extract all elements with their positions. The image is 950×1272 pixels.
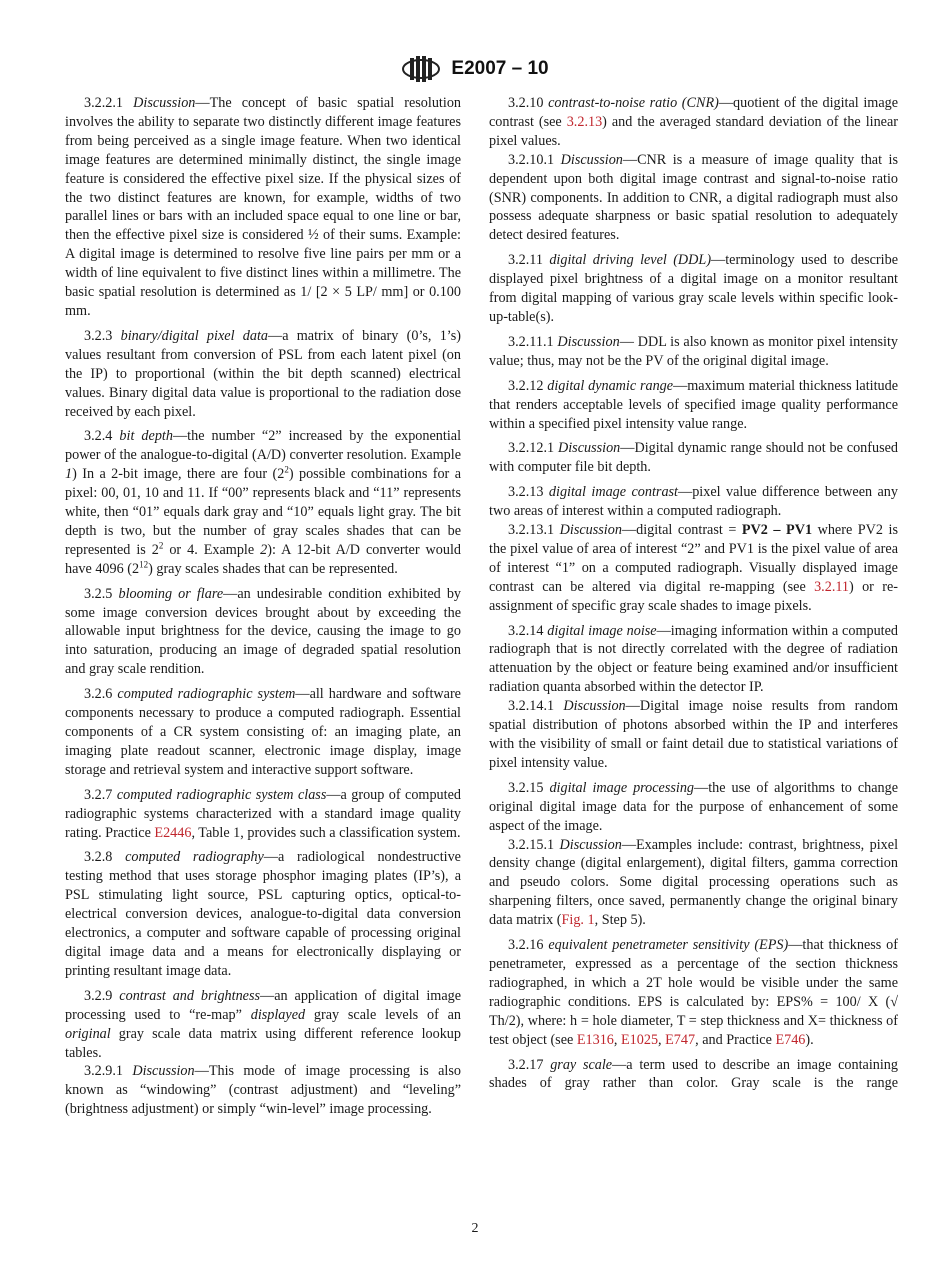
paragraph-text: —a group of computed radiographic systems characterized with a standard image quality rating. Practice [65, 786, 461, 841]
superscript: 2 [284, 464, 289, 475]
paragraph-text: , Table 1, provides such a classification system. [191, 824, 461, 841]
paragraph-text: —the number “2” increased by the exponential power of the analogue-to-digital (A/D) converter resolution. Example [65, 428, 462, 464]
italic-term: digital image processing [549, 779, 695, 796]
definition-paragraph [65, 786, 461, 843]
reference-link[interactable]: Fig. 1 [561, 912, 595, 929]
document-id: E2007 – 10 [451, 58, 549, 79]
definition-paragraph [489, 622, 898, 698]
paragraph-text: —a radiological nondestructive testing method that uses storage phosphor imaging plates (IP’s), a PSL stimulating light source, PSL capturing optics, optical-to-electrical conversion devices, analogue-to-digital data conversion electronics, a computer and software capable of processing original digital image data and a means for electronically displaying or printing resultant image data. [65, 849, 461, 979]
italic-term: equivalent penetrameter sensitivity (EPS) [548, 937, 789, 954]
italic-term: computed radiographic system class [116, 786, 327, 803]
paragraph-text: —Digital image noise results from random spatial distribution of photons absorbed within the IP and interferes with the visibility of small or faint detail due to statistical variations of pixel intensity value. [489, 698, 899, 771]
section-number: 3.2.4 [84, 428, 120, 445]
paragraph-text: —imaging information within a computed radiograph that is not directly correlated with the degree of radiation attenuation by the object or feature being examined and/or insufficient radiation quanta absorbed within the detector IP. [489, 622, 898, 696]
section-number: 3.2.14.1 [508, 698, 564, 715]
italic-term: blooming or flare [118, 585, 224, 602]
paragraph-text: —digital contrast = [621, 522, 742, 539]
definition-paragraph [489, 483, 898, 521]
italic-term: gray scale [550, 1056, 613, 1073]
paragraph-text: —maximum material thickness latitude that renders acceptable levels of specified image quality performance within a specified pixel intensity value range. [489, 377, 899, 432]
definition-paragraph [489, 151, 898, 246]
paragraph-text: gray scale data matrix using different reference lookup tables. [65, 1025, 461, 1061]
section-number: 3.2.12.1 [508, 440, 558, 457]
reference-link[interactable]: 3.2.13 [566, 113, 603, 130]
paragraph-text: gray scale levels of an [305, 1006, 461, 1023]
definition-paragraph [65, 94, 461, 321]
definition-paragraph [65, 685, 461, 780]
section-number: 3.2.3 [84, 327, 121, 344]
section-number: 3.2.7 [84, 786, 117, 803]
paragraph-text: where PV2 is the pixel value of area of interest “2” and PV1 is the pixel value of area of interest “1” on a computed radiograph. Visually displayed image contrast can be altered via digital re-mapping (see [489, 522, 898, 595]
paragraph-text: , [613, 1031, 621, 1048]
paragraph-text: —an application of digital image processing used to “re-map” [65, 987, 462, 1023]
section-number: 3.2.6 [84, 686, 118, 703]
definition-paragraph [489, 779, 898, 836]
italic-term: Discussion [563, 698, 626, 715]
section-number: 3.2.11.1 [508, 333, 558, 350]
bold-text: PV2 – PV1 [741, 522, 813, 539]
definition-paragraph [65, 848, 461, 980]
definition-paragraph [489, 936, 898, 1049]
paragraph-text: —CNR is a measure of image quality that is dependent upon both digital image contrast and signal-to-noise ratio (SNR) components. In addition to CNR, a digital radiograph must also possess adequate sharpness or basic spatial resolution to adequately detect desired features. [489, 151, 898, 244]
paragraph-text: —an undesirable condition exhibited by some image conversion devices brought about by exceeding the allowable input brightness for the device, causing the image to go into saturation, producing an image of degraded spatial resolution and gray scale rendition. [65, 585, 462, 678]
definition-paragraph [65, 327, 461, 422]
italic-term: 2 [260, 541, 268, 558]
section-number: 3.2.15 [508, 779, 550, 796]
section-number: 3.2.2.1 [84, 95, 134, 111]
section-number: 3.2.10.1 [508, 151, 561, 168]
page-number: 2 [471, 1221, 479, 1236]
italic-term: Discussion [133, 95, 196, 111]
section-number: 3.2.10 [508, 95, 549, 111]
italic-term: digital image contrast [548, 484, 678, 501]
paragraph-text: — DDL is also known as monitor pixel intensity value; thus, may not be the PV of the original digital image. [489, 333, 898, 369]
paragraph-text: —the use of algorithms to change original digital image data for the purpose of enhancement of some aspect of the image. [489, 779, 898, 834]
definition-paragraph [489, 251, 898, 327]
definition-paragraph [65, 427, 461, 578]
paragraph-text: —a matrix of binary (0’s, 1’s) values resultant from conversion of PSL from each latent pixel (on the IP) to proportional (within the bit depth scanned) electrical values. Binary digital data value is proportional to the radiation dose received by each pixel. [65, 327, 461, 420]
definition-paragraph [489, 836, 898, 931]
astm-logo-icon [401, 54, 441, 84]
definition-paragraph [65, 1062, 461, 1119]
section-number: 3.2.9.1 [84, 1063, 133, 1080]
paragraph-text: ): A 12-bit A/D converter would have 4096 (2 [65, 541, 461, 577]
italic-term: displayed [250, 1006, 306, 1023]
italic-term: Discussion [557, 333, 620, 350]
italic-term: digital image noise [547, 622, 657, 639]
italic-term: Discussion [559, 522, 622, 539]
paragraph-text: —quotient of the digital image contrast (see [489, 95, 899, 130]
section-number: 3.2.13.1 [508, 522, 560, 539]
section-number: 3.2.12 [508, 377, 548, 394]
definition-paragraph [489, 377, 898, 434]
section-number: 3.2.16 [508, 937, 549, 954]
italic-term: original [65, 1025, 111, 1042]
italic-term: contrast and brightness [119, 987, 261, 1004]
paragraph-text: —all hardware and software components necessary to produce a computed radiograph. Essential components of a CR system consisting of: an imaging plate, an imaging plate readout scanner, electronic image display, image storage and retrieval system and interactive support software. [65, 686, 461, 778]
italic-term: Discussion [560, 151, 623, 168]
reference-link[interactable]: E1025 [621, 1031, 659, 1048]
italic-term: Discussion [132, 1063, 195, 1080]
reference-link[interactable]: 3.2.11 [814, 578, 850, 595]
paragraph-text: ) or re-assignment of specific gray scale shades to image pixels. [489, 578, 898, 614]
definition-paragraph [489, 439, 898, 477]
paragraph-text: —a term used to describe an image containing shades of gray rather than color. Gray scale is the range [489, 1056, 898, 1092]
paragraph-text: ) possible combinations for a pixel: 00, 01, 10 and 11. If “00” represents black and “11” represents white, then “01” equals dark gray and “10” equals light gray. The bit depth is two, but the number of gray scales shades that can be represented is 2 [65, 466, 461, 558]
section-number: 3.2.14 [508, 622, 548, 639]
page-header [0, 54, 950, 84]
paragraph-text: —This mode of image processing is also known as “windowing” (contrast adjustment) and “leveling” (brightness adjustment) or simply “win-level” image processing. [65, 1063, 461, 1118]
paragraph-text: —Digital dynamic range should not be confused with computer file bit depth. [489, 440, 898, 476]
definition-paragraph [489, 333, 898, 371]
right-column [489, 94, 898, 1093]
paragraph-text: , Step 5). [594, 912, 646, 929]
definition-paragraph [489, 697, 898, 773]
definition-paragraph [65, 585, 461, 680]
reference-link[interactable]: E2446 [154, 824, 192, 841]
section-number: 3.2.17 [508, 1056, 551, 1073]
italic-term: contrast-to-noise ratio (CNR) [548, 95, 719, 111]
reference-link[interactable]: E746 [775, 1031, 806, 1048]
italic-term: digital dynamic range [547, 377, 674, 394]
paragraph-text: ) and the averaged standard deviation of the linear pixel values. [489, 113, 898, 149]
italic-term: binary/digital pixel data [120, 327, 268, 344]
paragraph-text: , [658, 1031, 666, 1048]
definition-paragraph [65, 987, 461, 1063]
reference-link[interactable]: E1316 [576, 1031, 614, 1048]
italic-term: computed radiographic system [117, 686, 296, 703]
paragraph-text: —pixel value difference between any two areas of interest within a computed radiograph. [489, 484, 898, 520]
paragraph-text: , and Practice [695, 1031, 776, 1048]
paragraph-text: —Examples include: contrast, brightness, pixel density change (digital enlargement), digital filters, gamma correction and pseudo colors. Some digital processing operations such as sharpening filters, once saved, permanently change the original binary data matrix ( [489, 836, 899, 929]
italic-term: computed radiography [125, 849, 264, 866]
paragraph-text: ) In a 2-bit image, there are four (2 [72, 466, 285, 483]
section-number: 3.2.13 [508, 484, 549, 501]
superscript: 2 [158, 540, 164, 551]
paragraph-text: ) gray scales shades that can be represented. [148, 560, 398, 577]
section-number: 3.2.9 [84, 987, 120, 1004]
section-number: 3.2.5 [84, 585, 119, 602]
italic-term: 1 [65, 466, 73, 483]
section-number: 3.2.11 [508, 252, 550, 269]
paragraph-text: —that thickness of penetrameter, expressed as a percentage of the section thickness radiographed, in which a 2T hole would be visible under the same radiographic conditions. EPS is calculated by: EPS% = 100/ X (√ Th/2), where: h = hole diameter, T = step thickness and X= thickness of test object (see [489, 937, 898, 1048]
paragraph-text: or 4. Example [163, 541, 261, 558]
paragraph-text: ). [805, 1031, 814, 1048]
italic-term: Discussion [557, 440, 621, 457]
italic-term: digital driving level (DDL) [549, 252, 712, 269]
paragraph-text: —The concept of basic spatial resolution involves the ability to separate two distinctly different image features from being perceived as a single image feature. When two identical image features are determined minimally distinct, the single image feature is considered the effective pixel size. If the physical sizes of the two distinct features are known, for example, widths of two parallel lines or bars with an included space equal to one line or bar, then the effective pixel size is considered ½ of their sums. Example: A digital image is determined to resolve five line pairs per mm or a width of line equivalent to five distinct lines within a millimetre. The basic spatial resolution is determined as 1/ [2 × 5 LP/ mm] or 0.100 mm. [65, 95, 462, 319]
section-number: 3.2.15.1 [508, 836, 560, 853]
italic-term: Discussion [559, 836, 622, 853]
superscript: 12 [139, 559, 149, 570]
italic-term: bit depth [119, 428, 173, 445]
section-number: 3.2.8 [84, 849, 126, 866]
definition-paragraph [489, 1056, 898, 1094]
definition-paragraph [489, 94, 898, 151]
definition-paragraph [489, 521, 898, 616]
left-column [65, 94, 461, 1119]
paragraph-text: —terminology used to describe displayed pixel brightness of a digital image on a monitor resultant from digital mapping of various gray scale levels within specific look-up-table(s). [489, 252, 898, 325]
reference-link[interactable]: E747 [665, 1031, 696, 1048]
